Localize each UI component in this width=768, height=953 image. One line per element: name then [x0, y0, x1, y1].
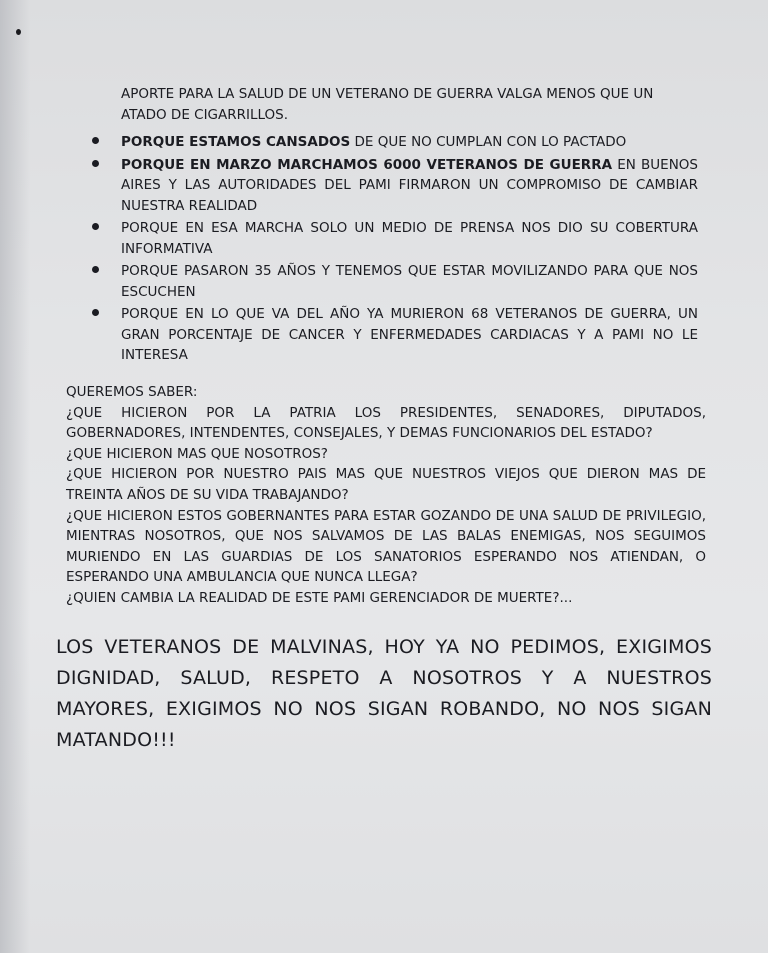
page-edge-shadow — [0, 0, 30, 953]
bullet-icon — [92, 137, 99, 144]
bullet-bold-text: PORQUE ESTAMOS CANSADOS — [121, 134, 351, 150]
bullet-text: PORQUE EN ESA MARCHA SOLO UN MEDIO DE PRENSA NOS DIO SU COBERTURA INFORMATIVA — [121, 220, 698, 257]
closing-statement: LOS VETERANOS DE MALVINAS, HOY YA NO PEDIMOS, EXIGIMOS DIGNIDAD, SALUD, RESPETO A NOSOTROS Y A NUESTROS MAYORES, EXIGIMOS NO NOS SIGAN ROBANDO, NO NOS SIGAN MATANDO!!! — [56, 636, 712, 751]
questions-section — [66, 382, 706, 609]
bullet-icon — [92, 160, 99, 167]
bullet-icon — [92, 309, 99, 316]
continued-bullet-text: APORTE PARA LA SALUD DE UN VETERANO DE GUERRA VALGA MENOS QUE UN ATADO DE CIGARRILLOS. — [121, 86, 654, 123]
bullet-text: EN BUENOS AIRES Y LAS AUTORIDADES DEL PAMI FIRMARON UN COMPROMISO DE CAMBIAR NUESTRA REALIDAD — [121, 156, 698, 214]
question-line: ¿QUIEN CAMBIA LA REALIDAD DE ESTE PAMI GERENCIADOR DE MUERTE?... — [66, 589, 573, 606]
bullet-text: PORQUE PASARON 35 AÑOS Y TENEMOS QUE ESTAR MOVILIZANDO PARA QUE NOS ESCUCHEN — [121, 263, 698, 300]
questions-heading: QUEREMOS SABER: — [66, 384, 198, 400]
ink-speck — [16, 29, 21, 35]
question-line: ¿QUE HICIERON ESTOS GOBERNANTES PARA ESTAR GOZANDO DE UNA SALUD DE PRIVILEGIO, MIENTRAS NOSOTROS, QUE NOS SALVAMOS DE LAS BALAS ENEMIGAS, NOS SEGUIMOS MURIENDO EN LAS GUARDIAS DE LOS SANATORIOS ESPERANDO NOS ATIENDAN, O ESPERANDO UNA AMBULANCIA QUE NUNCA LLEGA? — [66, 507, 706, 586]
bullet-list — [88, 132, 698, 368]
list-item — [88, 304, 698, 366]
list-item — [88, 218, 698, 259]
list-item — [88, 261, 698, 302]
bullet-icon — [92, 223, 99, 230]
question-line: ¿QUE HICIERON POR LA PATRIA LOS PRESIDENTES, SENADORES, DIPUTADOS, GOBERNADORES, INTENDENTES, CONSEJALES, Y DEMAS FUNCIONARIOS DEL ESTADO? — [66, 404, 706, 442]
bullet-icon — [92, 266, 99, 273]
list-item — [88, 132, 698, 153]
question-line: ¿QUE HICIERON MAS QUE NOSOTROS? — [66, 445, 328, 462]
question-line: ¿QUE HICIERON POR NUESTRO PAIS MAS QUE NUESTROS VIEJOS QUE DIERON MAS DE TREINTA AÑOS DE SU VIDA TRABAJANDO? — [66, 466, 706, 503]
bullet-text: DE QUE NO CUMPLAN CON LO PACTADO — [350, 134, 627, 150]
list-item — [88, 155, 698, 217]
bullet-bold-text: PORQUE EN MARZO MARCHAMOS 6000 VETERANOS DE GUERRA — [121, 156, 613, 173]
bullet-text: PORQUE EN LO QUE VA DEL AÑO YA MURIERON 68 VETERANOS DE GUERRA, UN GRAN PORCENTAJE DE CANCER Y ENFERMEDADES CARDIACAS Y A PAMI NO LE INTERESA — [121, 306, 698, 363]
